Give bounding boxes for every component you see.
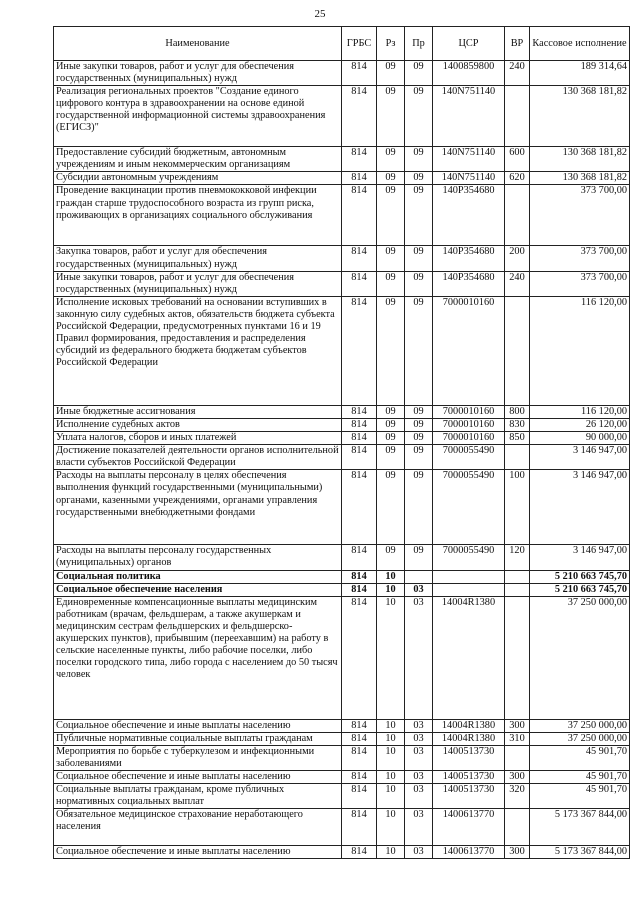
budget-execution-table	[53, 26, 630, 859]
row-pr: 09	[405, 172, 433, 185]
row-rz: 09	[377, 432, 405, 445]
table-row	[54, 719, 630, 732]
row-csr: 140N751140	[433, 86, 505, 147]
row-amount: 373 700,00	[530, 246, 630, 271]
table-header-row	[54, 27, 630, 61]
table-row	[54, 185, 630, 246]
row-csr: 1400513730	[433, 771, 505, 784]
table-row	[54, 545, 630, 570]
row-amount: 116 120,00	[530, 405, 630, 418]
row-vr	[505, 809, 530, 846]
row-csr: 1400613770	[433, 809, 505, 846]
row-rz: 10	[377, 583, 405, 596]
table-body	[54, 61, 630, 859]
row-name: Социальное обеспечение и иные выплаты населению	[54, 771, 342, 784]
table-row	[54, 846, 630, 859]
row-pr: 09	[405, 470, 433, 545]
row-grbs: 814	[342, 545, 377, 570]
row-vr	[505, 445, 530, 470]
row-amount: 189 314,64	[530, 61, 630, 86]
row-rz: 09	[377, 246, 405, 271]
row-grbs: 814	[342, 296, 377, 405]
row-rz: 09	[377, 545, 405, 570]
row-vr: 830	[505, 418, 530, 431]
row-vr: 850	[505, 432, 530, 445]
row-vr: 240	[505, 61, 530, 86]
row-grbs: 814	[342, 583, 377, 596]
row-grbs: 814	[342, 445, 377, 470]
row-csr: 140P354680	[433, 246, 505, 271]
row-rz: 10	[377, 771, 405, 784]
row-rz: 09	[377, 86, 405, 147]
row-amount: 5 210 663 745,70	[530, 570, 630, 583]
row-rz: 10	[377, 809, 405, 846]
row-name: Социальная политика	[54, 570, 342, 583]
row-amount: 373 700,00	[530, 271, 630, 296]
row-name: Обязательное медицинское страхование неработающего населения	[54, 809, 342, 846]
row-rz: 10	[377, 732, 405, 745]
row-rz: 10	[377, 719, 405, 732]
row-pr: 09	[405, 147, 433, 172]
header-name: Наименование	[54, 27, 342, 61]
row-rz: 10	[377, 745, 405, 770]
row-csr: 14004R1380	[433, 596, 505, 719]
row-grbs: 814	[342, 570, 377, 583]
table-row	[54, 470, 630, 545]
row-amount: 37 250 000,00	[530, 596, 630, 719]
table-row	[54, 570, 630, 583]
row-rz: 09	[377, 405, 405, 418]
row-amount: 3 146 947,00	[530, 445, 630, 470]
row-pr: 03	[405, 583, 433, 596]
row-grbs: 814	[342, 432, 377, 445]
row-grbs: 814	[342, 809, 377, 846]
row-rz: 10	[377, 596, 405, 719]
row-name: Социальное обеспечение и иные выплаты населению	[54, 719, 342, 732]
row-amount: 45 901,70	[530, 771, 630, 784]
row-csr: 7000055490	[433, 445, 505, 470]
row-csr	[433, 583, 505, 596]
header-vr: ВР	[505, 27, 530, 61]
row-csr: 14004R1380	[433, 719, 505, 732]
row-pr: 03	[405, 719, 433, 732]
row-name: Достижение показателей деятельности органов исполнительной власти субъектов Российской Федерации	[54, 445, 342, 470]
row-csr: 1400513730	[433, 745, 505, 770]
header-grbs: ГРБС	[342, 27, 377, 61]
row-rz: 10	[377, 570, 405, 583]
row-name: Закупка товаров, работ и услуг для обеспечения государственных (муниципальных) нужд	[54, 246, 342, 271]
row-pr: 09	[405, 405, 433, 418]
row-amount: 373 700,00	[530, 185, 630, 246]
row-grbs: 814	[342, 771, 377, 784]
row-amount: 5 173 367 844,00	[530, 846, 630, 859]
row-pr: 09	[405, 185, 433, 246]
row-rz: 09	[377, 418, 405, 431]
row-grbs: 814	[342, 185, 377, 246]
row-pr: 09	[405, 246, 433, 271]
row-grbs: 814	[342, 846, 377, 859]
row-grbs: 814	[342, 86, 377, 147]
row-pr: 03	[405, 596, 433, 719]
header-amount: Кассовое исполнение	[530, 27, 630, 61]
row-name: Реализация региональных проектов "Создание единого цифрового контура в здравоохранении на основе единой государственной информационной системы здравоохранения (ЕГИСЗ)"	[54, 86, 342, 147]
row-name: Предоставление субсидий бюджетным, автономным учреждениям и иным некоммерческим организациям	[54, 147, 342, 172]
row-vr	[505, 185, 530, 246]
row-csr: 140N751140	[433, 172, 505, 185]
row-amount: 3 146 947,00	[530, 545, 630, 570]
row-name: Мероприятия по борьбе с туберкулезом и инфекционными заболеваниями	[54, 745, 342, 770]
row-grbs: 814	[342, 246, 377, 271]
row-rz: 09	[377, 445, 405, 470]
table-row	[54, 784, 630, 809]
row-csr: 7000055490	[433, 470, 505, 545]
row-vr: 800	[505, 405, 530, 418]
row-grbs: 814	[342, 405, 377, 418]
row-name: Иные бюджетные ассигнования	[54, 405, 342, 418]
row-pr: 03	[405, 784, 433, 809]
table-row	[54, 596, 630, 719]
row-pr: 03	[405, 809, 433, 846]
row-rz: 09	[377, 296, 405, 405]
row-pr: 09	[405, 86, 433, 147]
table-row	[54, 271, 630, 296]
row-name: Уплата налогов, сборов и иных платежей	[54, 432, 342, 445]
row-grbs: 814	[342, 61, 377, 86]
row-vr: 300	[505, 846, 530, 859]
row-amount: 116 120,00	[530, 296, 630, 405]
header-csr: ЦСР	[433, 27, 505, 61]
row-name: Расходы на выплаты персоналу в целях обеспечения выполнения функций государственными (муниципальными) органами, казенными учреждениями, органами управления государственными внебюджетными фондами	[54, 470, 342, 545]
row-grbs: 814	[342, 271, 377, 296]
row-vr: 310	[505, 732, 530, 745]
row-vr: 200	[505, 246, 530, 271]
table-row	[54, 147, 630, 172]
table-row	[54, 86, 630, 147]
row-name: Субсидии автономным учреждениям	[54, 172, 342, 185]
row-csr: 1400613770	[433, 846, 505, 859]
row-grbs: 814	[342, 719, 377, 732]
table-row	[54, 418, 630, 431]
row-amount: 26 120,00	[530, 418, 630, 431]
row-csr: 7000010160	[433, 405, 505, 418]
row-rz: 09	[377, 470, 405, 545]
table-row	[54, 405, 630, 418]
row-name: Социальное обеспечение населения	[54, 583, 342, 596]
row-csr: 140N751140	[433, 147, 505, 172]
row-name: Исполнение исковых требований на основании вступивших в законную силу судебных актов, обязательств бюджета субъекта Российской Федерации, предусмотренных пунктами 16 и 19 Правил формирования, предоставления и распределения субсидий из федерального бюджета бюджетам субъектов Российской Федерации	[54, 296, 342, 405]
table-row	[54, 445, 630, 470]
row-vr: 620	[505, 172, 530, 185]
header-pr: Пр	[405, 27, 433, 61]
row-pr: 03	[405, 771, 433, 784]
row-csr: 7000010160	[433, 432, 505, 445]
row-amount: 130 368 181,82	[530, 86, 630, 147]
row-csr: 1400859800	[433, 61, 505, 86]
row-rz: 09	[377, 185, 405, 246]
row-vr	[505, 570, 530, 583]
row-amount: 5 173 367 844,00	[530, 809, 630, 846]
table-row	[54, 246, 630, 271]
row-grbs: 814	[342, 147, 377, 172]
row-csr: 7000055490	[433, 545, 505, 570]
row-pr: 09	[405, 432, 433, 445]
row-name: Социальное обеспечение и иные выплаты населению	[54, 846, 342, 859]
row-amount: 37 250 000,00	[530, 719, 630, 732]
row-grbs: 814	[342, 418, 377, 431]
row-rz: 09	[377, 61, 405, 86]
row-name: Единовременные компенсационные выплаты медицинским работникам (врачам, фельдшерам, а также акушеркам и медицинским сестрам фельдшерских и фельдшерско-акушерских пунктов), прибывшим (переехавшим) на работу в сельские населенные пункты, либо рабочие поселки, либо поселки городского типа, либо города с населением до 50 тысяч человек	[54, 596, 342, 719]
row-name: Исполнение судебных актов	[54, 418, 342, 431]
row-csr: 1400513730	[433, 784, 505, 809]
row-amount: 130 368 181,82	[530, 147, 630, 172]
row-vr	[505, 296, 530, 405]
row-rz: 10	[377, 784, 405, 809]
row-amount: 45 901,70	[530, 784, 630, 809]
row-vr: 300	[505, 719, 530, 732]
row-vr: 320	[505, 784, 530, 809]
row-csr	[433, 570, 505, 583]
row-csr: 7000010160	[433, 418, 505, 431]
row-vr: 120	[505, 545, 530, 570]
row-amount: 37 250 000,00	[530, 732, 630, 745]
row-vr	[505, 745, 530, 770]
row-grbs: 814	[342, 745, 377, 770]
row-csr: 7000010160	[433, 296, 505, 405]
row-name: Иные закупки товаров, работ и услуг для обеспечения государственных (муниципальных) нужд	[54, 271, 342, 296]
table-row	[54, 745, 630, 770]
table-row	[54, 61, 630, 86]
row-grbs: 814	[342, 470, 377, 545]
row-pr: 09	[405, 271, 433, 296]
header-rz: Рз	[377, 27, 405, 61]
table-row	[54, 432, 630, 445]
table-row	[54, 809, 630, 846]
row-amount: 90 000,00	[530, 432, 630, 445]
row-csr: 140P354680	[433, 271, 505, 296]
row-rz: 09	[377, 172, 405, 185]
row-rz: 10	[377, 846, 405, 859]
row-csr: 14004R1380	[433, 732, 505, 745]
row-grbs: 814	[342, 172, 377, 185]
row-csr: 140P354680	[433, 185, 505, 246]
row-grbs: 814	[342, 784, 377, 809]
table-row	[54, 771, 630, 784]
row-pr: 09	[405, 296, 433, 405]
row-amount: 5 210 663 745,70	[530, 583, 630, 596]
row-pr: 03	[405, 732, 433, 745]
row-pr: 03	[405, 846, 433, 859]
row-vr: 240	[505, 271, 530, 296]
row-name: Социальные выплаты гражданам, кроме публичных нормативных социальных выплат	[54, 784, 342, 809]
row-vr	[505, 583, 530, 596]
row-amount: 45 901,70	[530, 745, 630, 770]
row-pr: 03	[405, 745, 433, 770]
row-vr: 600	[505, 147, 530, 172]
row-grbs: 814	[342, 732, 377, 745]
row-pr	[405, 570, 433, 583]
row-name: Проведение вакцинации против пневмококковой инфекции граждан старше трудоспособного возраста из групп риска, проживающих в организациях социального обслуживания	[54, 185, 342, 246]
table-row	[54, 172, 630, 185]
row-vr	[505, 596, 530, 719]
row-grbs: 814	[342, 596, 377, 719]
row-amount: 3 146 947,00	[530, 470, 630, 545]
row-pr: 09	[405, 445, 433, 470]
table-row	[54, 296, 630, 405]
row-vr	[505, 86, 530, 147]
row-pr: 09	[405, 61, 433, 86]
row-name: Расходы на выплаты персоналу государственных (муниципальных) органов	[54, 545, 342, 570]
row-rz: 09	[377, 271, 405, 296]
row-pr: 09	[405, 418, 433, 431]
row-name: Иные закупки товаров, работ и услуг для обеспечения государственных (муниципальных) нужд	[54, 61, 342, 86]
page-number: 25	[314, 8, 326, 20]
table-row	[54, 583, 630, 596]
table-row	[54, 732, 630, 745]
row-rz: 09	[377, 147, 405, 172]
row-pr: 09	[405, 545, 433, 570]
row-name: Публичные нормативные социальные выплаты гражданам	[54, 732, 342, 745]
row-amount: 130 368 181,82	[530, 172, 630, 185]
row-vr: 300	[505, 771, 530, 784]
row-vr: 100	[505, 470, 530, 545]
